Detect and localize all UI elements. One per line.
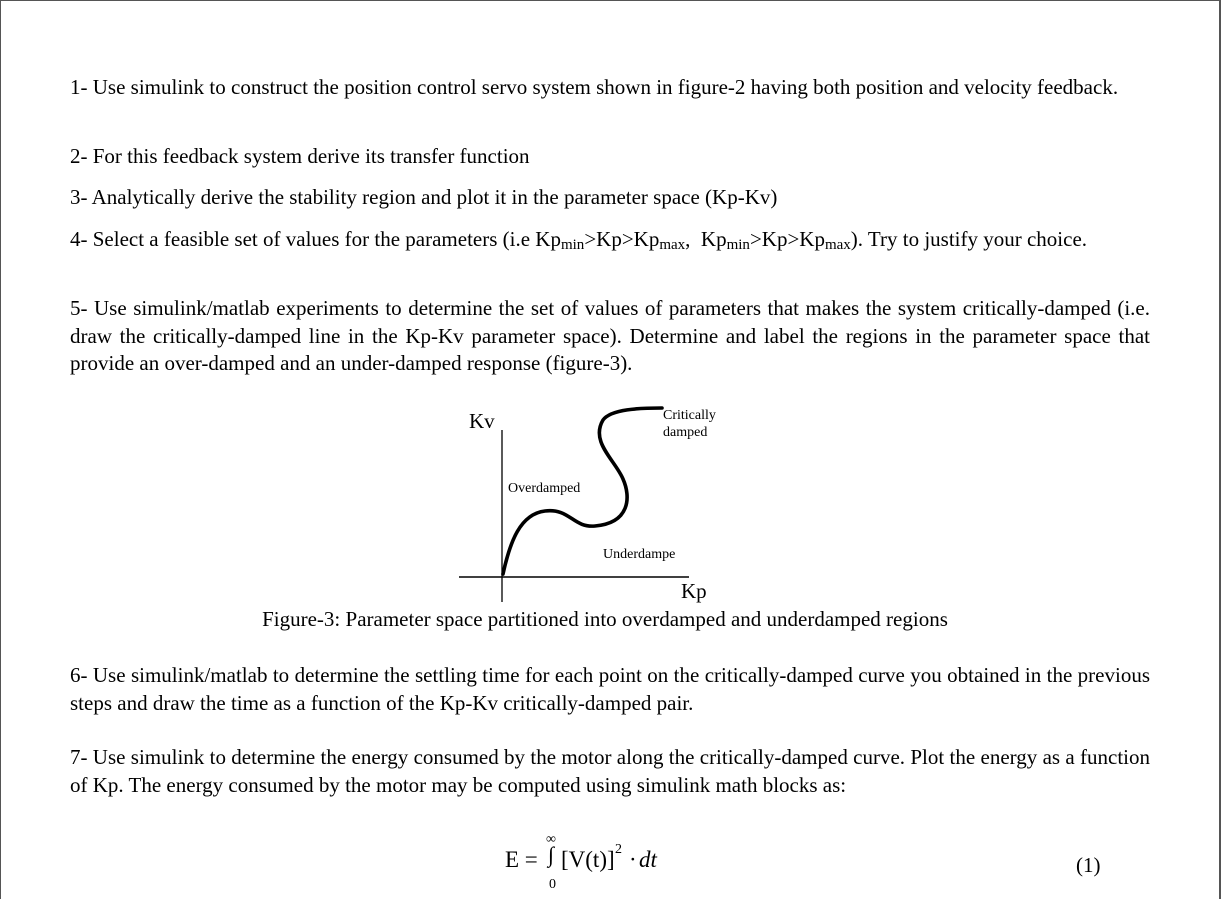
paragraph-6: 6- Use simulink/matlab to determine the settling time for each point on the critically-damped curve you obtained in the previous steps and draw the time as a function of the Kp-Kv critically-damped pair. [70,663,1150,715]
critically-damped-label [663,407,716,441]
paragraph-4 [70,226,1150,254]
parameter-space-figure [455,402,755,602]
integral-upper-limit: ∞ [546,832,556,847]
critically-damped-label-line1: Critically [663,408,716,423]
p4-sub-min-2: min [726,237,750,253]
kv-axis-label: Kv [469,409,495,433]
paragraph-5: 5- Use simulink/matlab experiments to determine the set of values of parameters that makes the system critically-damped (i.e. draw the critically-damped line in the Kp-Kv parameter space). Determine and label the regions in the parameter space that provide an over-damped and an under-damped response (figure-3). [70,296,1150,375]
p4-text-mid-2: , Kp [685,227,727,251]
paragraph-7: 7- Use simulink to determine the energy consumed by the motor along the critically-damped curve. Plot the energy as a function of Kp. The energy consumed by the motor may be computed using simulink math blocks as: [70,745,1150,797]
p4-sub-max-1: max [659,237,686,253]
integral-lower-limit: 0 [549,877,556,892]
integral-sign: ∫ [548,842,555,867]
equation-differential: dt [639,847,657,872]
p4-text-mid-3: >Kp>Kp [749,227,825,251]
critically-damped-label-line2: damped [663,425,708,440]
equation-integrand: [V(t)] [561,847,615,872]
p4-text-before: 4- Select a feasible set of values for the parameters (i.e Kp [70,227,561,251]
energy-equation [505,834,705,894]
equation-number: (1) [1076,853,1101,877]
p4-text-mid-1: >Kp>Kp [584,227,660,251]
equation-dot: · [629,847,637,872]
figure-caption: Figure-3: Parameter space partitioned into overdamped and underdamped regions [262,607,948,631]
kp-axis-label: Kp [681,579,707,603]
paragraph-3: 3- Analytically derive the stability region and plot it in the parameter space (Kp-Kv) [70,185,778,209]
equation-exponent: 2 [615,842,622,857]
p4-text-after: ). Try to justify your choice. [850,227,1088,251]
paragraph-1: 1- Use simulink to construct the position control servo system shown in figure-2 having both position and velocity feedback. [70,75,1119,99]
p4-sub-min-1: min [560,237,585,253]
underdamped-label: Underdampe [603,547,676,562]
p4-sub-max-2: max [824,237,851,253]
paragraph-2: 2- For this feedback system derive its transfer function [70,144,530,168]
overdamped-label: Overdamped [508,481,581,496]
equation-lhs: E = [505,847,538,872]
